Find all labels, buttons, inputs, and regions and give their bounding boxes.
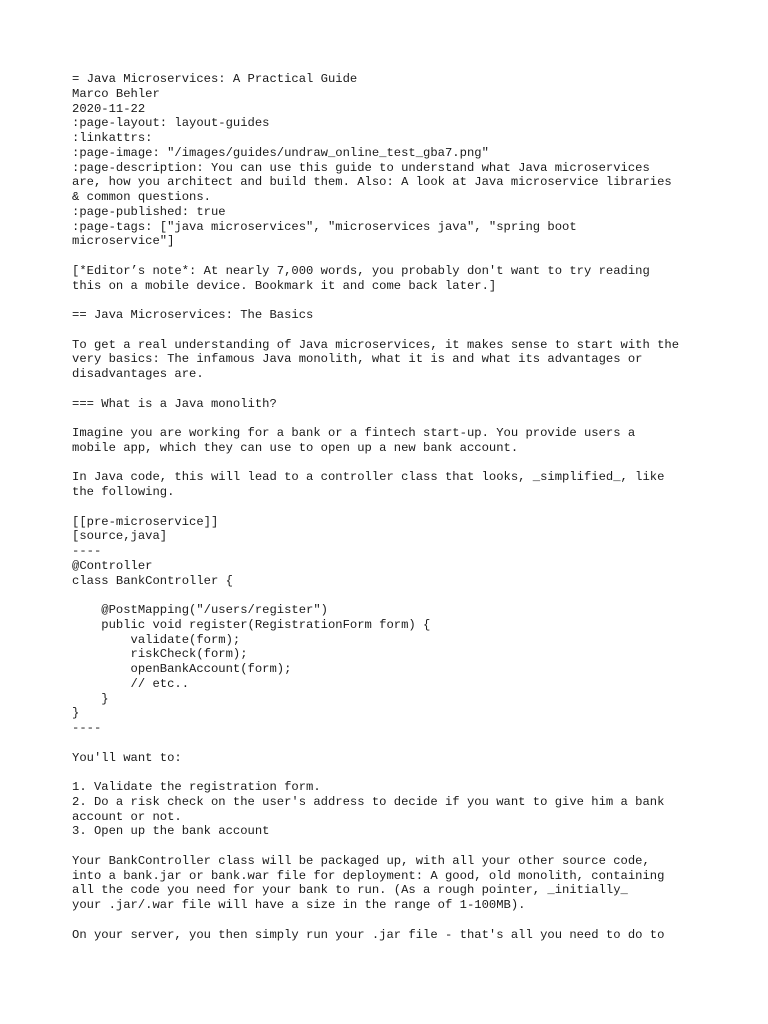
- document-line: In Java code, this will lead to a controller class that looks, _simplified_, like: [72, 470, 665, 485]
- document-line: this on a mobile device. Bookmark it and come back later.]: [72, 278, 497, 293]
- document-line: 2020-11-22: [72, 101, 146, 116]
- document-line: }: [72, 691, 109, 706]
- document-line: @PostMapping("/users/register"): [72, 603, 328, 617]
- document-line: class BankController {: [72, 573, 233, 588]
- document-line: Your BankController class will be packaged up, with all your other source code,: [72, 853, 650, 868]
- document-line: Imagine you are working for a bank or a fintech start-up. You provide users a: [72, 426, 636, 440]
- document-line: // etc..: [72, 676, 190, 691]
- document-line: :page-image: "/images/guides/undraw_online_test_gba7.png": [72, 145, 489, 160]
- document-line: To get a real understanding of Java microservices, it makes sense to start with the: [72, 337, 680, 352]
- document-line: very basics: The infamous Java monolith, what it is and what its advantages or: [72, 352, 643, 367]
- document-line: [72, 249, 712, 264]
- document-line: [72, 382, 712, 397]
- document-line: Marco Behler: [72, 86, 160, 101]
- document-line: [72, 411, 712, 426]
- document-line: = Java Microservices: A Practical Guide: [72, 72, 358, 86]
- document-line: [72, 913, 712, 928]
- document-line: :page-description: You can use this guide to understand what Java microservices: [72, 160, 650, 175]
- document-line: openBankAccount(form);: [72, 662, 292, 676]
- document-line: disadvantages are.: [72, 367, 204, 381]
- document-line: == Java Microservices: The Basics: [72, 308, 314, 322]
- document-line: public void register(RegistrationForm form) {: [72, 617, 431, 632]
- document-line: [72, 765, 712, 780]
- document-line: your .jar/.war file will have a size in the range of 1-100MB).: [72, 898, 526, 912]
- document-line: 3. Open up the bank account: [72, 824, 270, 839]
- document-line: 2. Do a risk check on the user's address to decide if you want to give him a bank: [72, 794, 665, 809]
- document-line: all the code you need for your bank to run. (As a rough pointer, _initially_: [72, 883, 628, 898]
- document-line: :page-tags: ["java microservices", "microservices java", "spring boot: [72, 219, 577, 234]
- document-line: riskCheck(form);: [72, 647, 248, 662]
- document-line: [72, 293, 712, 308]
- document-line: validate(form);: [72, 632, 241, 647]
- document-line: [72, 588, 712, 603]
- document-line: [72, 323, 712, 338]
- document-line: You'll want to:: [72, 750, 182, 765]
- document-line: microservice"]: [72, 234, 175, 249]
- document-line: :page-published: true: [72, 204, 226, 219]
- document-line: 1. Validate the registration form.: [72, 780, 321, 794]
- document-line: ----: [72, 721, 102, 735]
- document-line: [*Editor’s note*: At nearly 7,000 words, you probably don't want to try reading: [72, 263, 650, 278]
- document-line: :page-layout: layout-guides: [72, 116, 270, 131]
- document-line: mobile app, which they can use to open up a new bank account.: [72, 440, 519, 455]
- document-line: [72, 500, 712, 515]
- document-line: [source,java]: [72, 529, 168, 544]
- document-line: [72, 839, 712, 854]
- document-page: [72, 72, 712, 942]
- document-line: }: [72, 706, 80, 721]
- document-line: are, how you architect and build them. Also: A look at Java microservice libraries: [72, 175, 672, 190]
- document-line: @Controller: [72, 558, 153, 573]
- document-line: === What is a Java monolith?: [72, 396, 277, 411]
- document-line: [[pre-microservice]]: [72, 514, 219, 529]
- document-line: the following.: [72, 485, 175, 499]
- document-line: into a bank.jar or bank.war file for deployment: A good, old monolith, containing: [72, 868, 665, 883]
- document-line: account or not.: [72, 809, 182, 824]
- document-line: [72, 736, 712, 751]
- document-line: & common questions.: [72, 190, 211, 204]
- document-line: ----: [72, 544, 102, 558]
- document-line: :linkattrs:: [72, 131, 153, 145]
- document-line: [72, 456, 712, 471]
- document-line: On your server, you then simply run your .jar file - that's all you need to do to: [72, 927, 665, 942]
